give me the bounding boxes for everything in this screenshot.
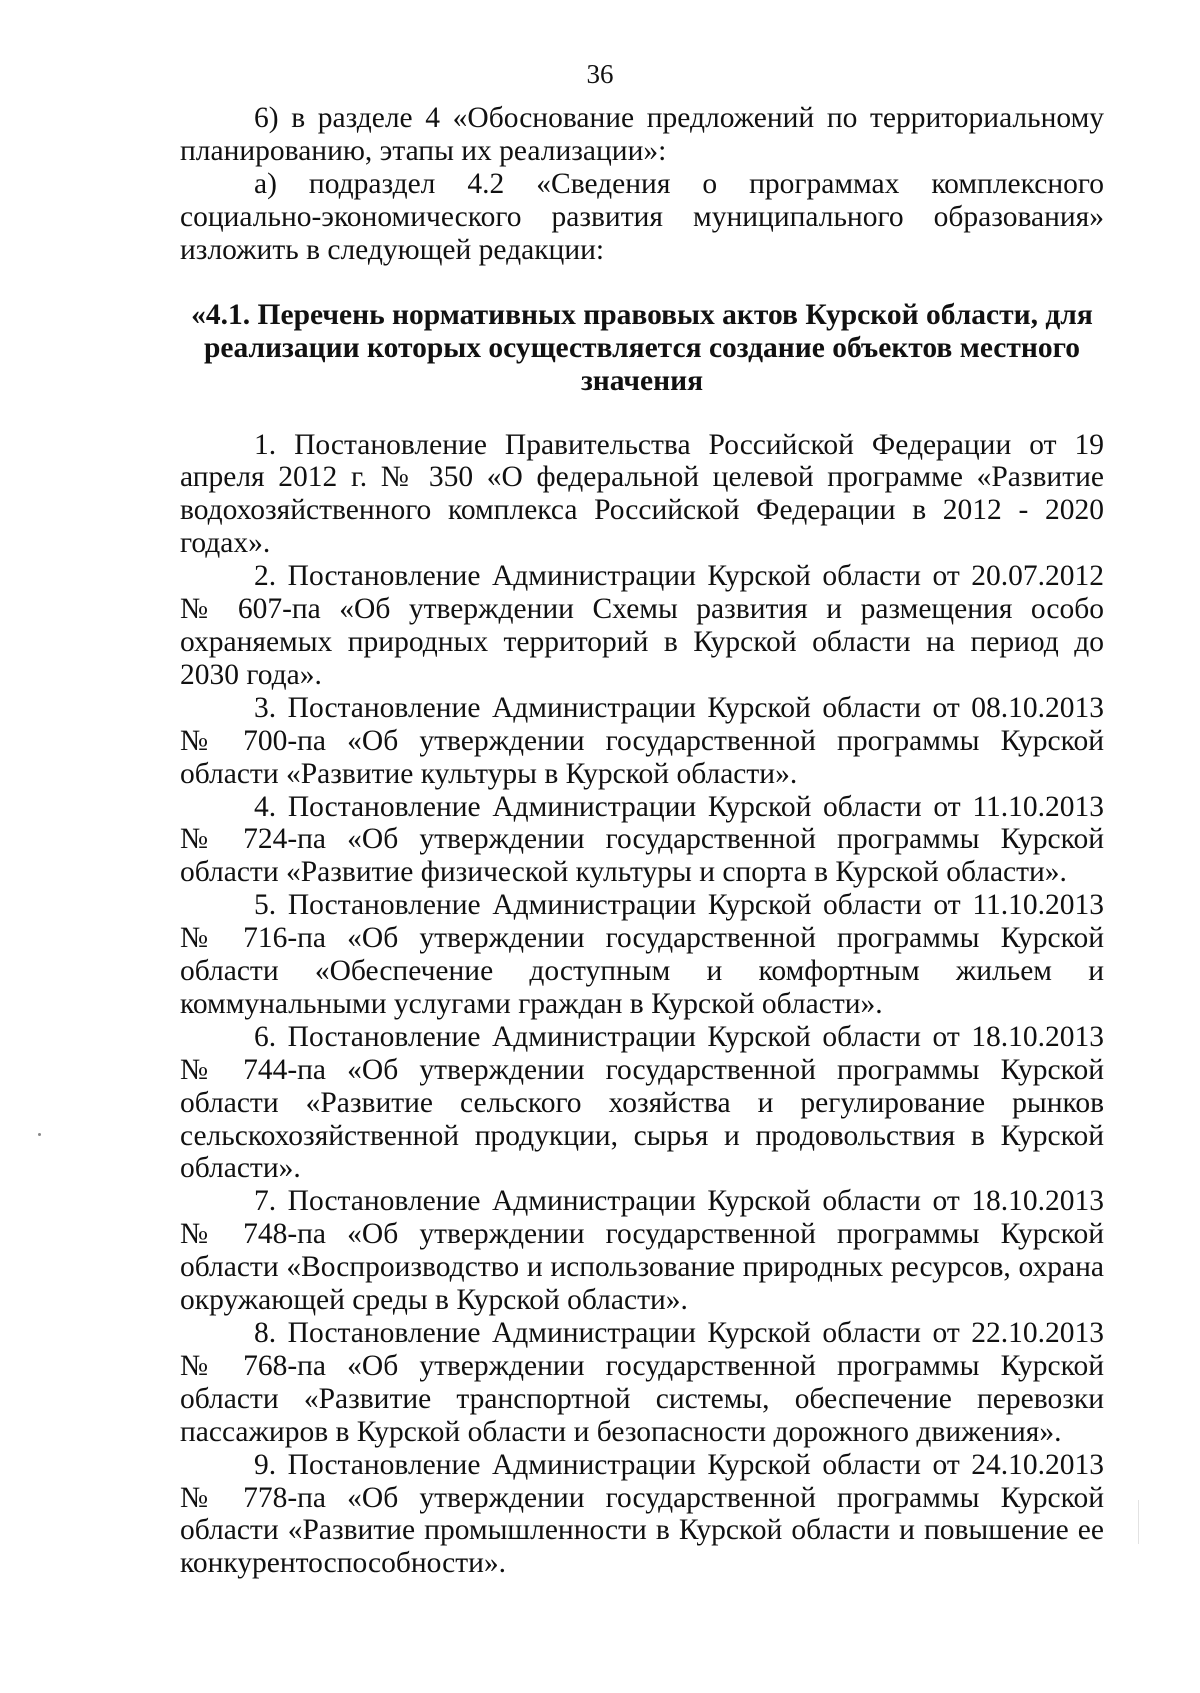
document-body <box>180 102 1104 1580</box>
list-item: 3. Постановление Администрации Курской области от 08.10.2013 № 700-па «Об утверждении государственной программы Курской области «Развитие культуры в Курской области». <box>180 691 1104 790</box>
list-item: 6. Постановление Администрации Курской области от 18.10.2013 № 744-па «Об утверждении государственной программы Курской области «Развитие сельского хозяйства и регулирование рынков сельскохозяйственной продукции, сырья и продовольствия в Курской области». <box>180 1020 1104 1185</box>
legal-acts-list <box>180 429 1104 1581</box>
page-number: 36 <box>586 59 614 89</box>
list-item: 1. Постановление Правительства Российской Федерации от 19 апреля 2012 г. № 350 «О федеральной целевой программе «Развитие водохозяйственного комплекса Российской Федерации в 2012 - 2020 годах». <box>180 428 1104 560</box>
scan-speck <box>38 1133 41 1136</box>
intro-paragraph-section-6: 6) в разделе 4 «Обоснование предложений по территориальному планированию, этапы их реализации»: <box>180 102 1104 167</box>
section-heading-block <box>180 267 1104 429</box>
list-item: 2. Постановление Администрации Курской области от 20.07.2012 № 607-па «Об утверждении Схемы развития и размещения особо охраняемых природных территорий в Курской области на период до 2030 года». <box>180 560 1104 691</box>
intro-paragraph-subsection-a: а) подраздел 4.2 «Сведения о программах комплексного социально-экономического развития муниципального образования» изложить в следующей редакции: <box>180 167 1104 266</box>
list-item: 7. Постановление Администрации Курской области от 18.10.2013 № 748-па «Об утверждении государственной программы Курской области «Воспроизводство и использование природных ресурсов, охрана окружающей среды в Курской области». <box>180 1185 1104 1317</box>
scan-edge-mark <box>1138 1500 1139 1544</box>
list-item: 4. Постановление Администрации Курской области от 11.10.2013 № 724-па «Об утверждении государственной программы Курской области «Развитие физической культуры и спорта в Курской области». <box>180 790 1104 889</box>
list-item: 9. Постановление Администрации Курской области от 24.10.2013 № 778-па «Об утверждении государственной программы Курской области «Развитие промышленности в Курской области и повышение ее конкурентоспособности». <box>180 1448 1104 1580</box>
list-item: 5. Постановление Администрации Курской области от 11.10.2013 № 716-па «Об утверждении государственной программы Курской области «Обеспечение доступным и комфортным жильем и коммунальными услугами граждан в Курской области». <box>180 889 1104 1020</box>
section-heading: «4.1. Перечень нормативных правовых актов Курской области, для реализации которых осуществляется создание объектов местного значения <box>191 298 1093 397</box>
list-item: 8. Постановление Администрации Курской области от 22.10.2013 № 768-па «Об утверждении государственной программы Курской области «Развитие транспортной системы, обеспечение перевозки пассажиров в Курской области и безопасности дорожного движения». <box>180 1317 1104 1448</box>
